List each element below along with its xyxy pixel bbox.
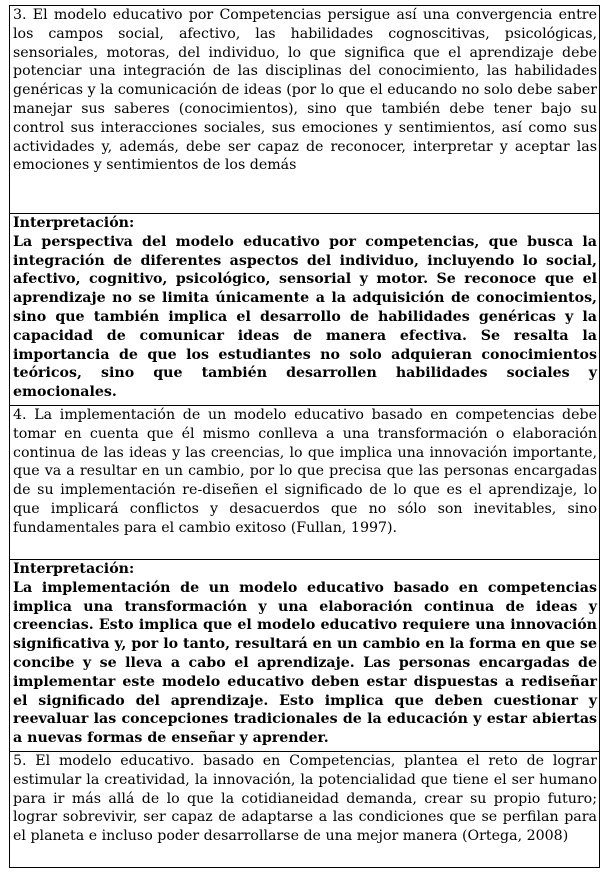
quote-text: 5. El modelo educativo. basado en Competencias, plantea el reto de lograr estimular la creatividad, la innovación, la potencialidad que tiene el ser humano para ir más allá de lo que la cotidianeidad demanda, crear su propio futuro; lograr sobrevivir, ser capaz de adaptarse a las condiciones que se perfilan para el planeta e incluso poder desarrollarse de una mejor manera (Ortega, 2008) (13, 753, 597, 845)
interpretation-text: La implementación de un modelo educativo basado en competencias implica una transformación y una elaboración continua de ideas y creencias. Esto implica que el modelo educativo requiere una innovación significativa y, por lo tanto, resultará en un cambio en la forma en que se concibe y se lleva a cabo el aprendizaje. Las personas encargadas de implementar este modelo educativo deben estar dispuestas a rediseñar el significado del aprendizaje. Esto implica que deben cuestionar y reevaluar las concepciones tradicionales de la educación y estar abiertas a nuevas formas de enseñar y aprender. (13, 579, 597, 747)
quote-text: 3. El modelo educativo por Competencias persigue así una convergencia entre los campos social, afectivo, las habilidades cognoscitivas, psicológicas, sensoriales, motoras, del individuo, lo que significa que el aprendizaje debe potenciar una integración de las disciplinas del conocimiento, las habilidades genéricas y la comunicación de ideas (por lo que el educando no solo debe saber manejar sus saberes (conocimientos), sino que también debe tener bajo su control sus interacciones sociales, sus emociones y sentimientos, así como sus actividades y, además, debe ser capaz de reconocer, interpretar y aceptar las emociones y sentimientos de los demás (13, 7, 597, 174)
quote-block-4 (9, 406, 600, 560)
interpretation-text: La perspectiva del modelo educativo por competencias, que busca la integración de diferentes aspectos del individuo, incluyendo lo social, afectivo, cognitivo, psicológico, sensorial y motor. Se reconoce que el aprendizaje no se limita únicamente a la adquisición de conocimientos, sino que también implica el desarrollo de habilidades genéricas y la capacidad de comunicar ideas de manera efectiva. Se resalta la importancia de que los estudiantes no solo adquieran conocimientos teóricos, sino que también desarrollen habilidades sociales y emocionales. (13, 233, 597, 401)
document-page (9, 5, 600, 868)
interpretation-block-4 (9, 560, 600, 752)
interpretation-label: Interpretación: (13, 561, 135, 577)
quote-text: 4. La implementación de un modelo educativo basado en competencias debe tomar en cuenta que él mismo conlleva a una transformación o elaboración continua de las ideas y las creencias, lo que implica una innovación importante, que va a resultar en un cambio, por lo que precisa que las personas encargadas de su implementación re-diseñen el significado de lo que es el aprendizaje, lo que implicará conflictos y desacuerdos que no sólo son inevitables, sino fundamentales para el cambio exitoso (Fullan, 1997). (13, 407, 597, 536)
interpretation-label: Interpretación: (13, 215, 135, 231)
quote-block-3 (9, 5, 600, 214)
quote-block-5 (9, 752, 600, 868)
interpretation-block-3 (9, 214, 600, 406)
